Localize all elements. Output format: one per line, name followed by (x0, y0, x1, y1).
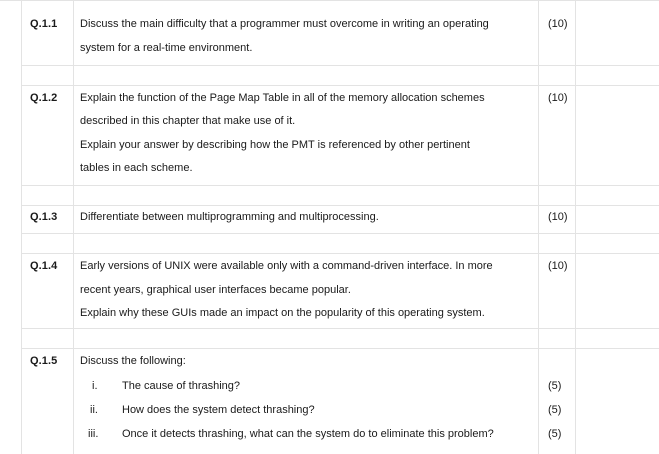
sub-question-text: Once it detects thrashing, what can the system do to eliminate this problem? (122, 428, 494, 440)
question-marks: (10) (548, 211, 568, 223)
question-number: Q.1.3 (30, 211, 58, 223)
row-divider (21, 85, 659, 86)
row-divider (21, 328, 659, 329)
table-column-divider (538, 1, 539, 454)
table-column-divider (73, 1, 74, 454)
row-divider (21, 348, 659, 349)
row-divider (21, 185, 659, 186)
question-text-line: Explain why these GUIs made an impact on the popularity of this operating system. (80, 307, 485, 319)
question-text-line: Early versions of UNIX were available only with a command-driven interface. In more (80, 260, 493, 272)
question-text-line: described in this chapter that make use of it. (80, 115, 296, 127)
row-divider (21, 253, 659, 254)
question-marks: (10) (548, 92, 568, 104)
question-text-line: Discuss the following: (80, 355, 186, 367)
question-text-line: system for a real-time environment. (80, 42, 253, 54)
question-text-line: Explain the function of the Page Map Table in all of the memory allocation schemes (80, 92, 485, 104)
table-column-divider (575, 1, 576, 454)
question-marks: (10) (548, 260, 568, 272)
row-divider (21, 233, 659, 234)
sub-question-number: iii. (88, 428, 99, 440)
question-text-line: Discuss the main difficulty that a programmer must overcome in writing an operating (80, 18, 489, 30)
table-border-left (21, 1, 22, 454)
sub-question-marks: (5) (548, 428, 562, 440)
question-text-line: recent years, graphical user interfaces became popular. (80, 284, 351, 296)
question-text-line: tables in each scheme. (80, 162, 193, 174)
question-number: Q.1.5 (30, 355, 58, 367)
question-number: Q.1.1 (30, 18, 58, 30)
sub-question-number: i. (92, 380, 98, 392)
question-number: Q.1.4 (30, 260, 58, 272)
question-marks: (10) (548, 18, 568, 30)
sub-question-text: The cause of thrashing? (122, 380, 241, 392)
sub-question-number: ii. (90, 404, 98, 416)
sub-question-text: How does the system detect thrashing? (122, 404, 315, 416)
row-divider (21, 205, 659, 206)
question-text-line: Explain your answer by describing how the PMT is referenced by other pertinent (80, 139, 470, 151)
sub-question-marks: (5) (548, 380, 562, 392)
sub-question-marks: (5) (548, 404, 562, 416)
row-divider (21, 65, 659, 66)
question-number: Q.1.2 (30, 92, 58, 104)
question-text-line: Differentiate between multiprogramming and multiprocessing. (80, 211, 379, 223)
